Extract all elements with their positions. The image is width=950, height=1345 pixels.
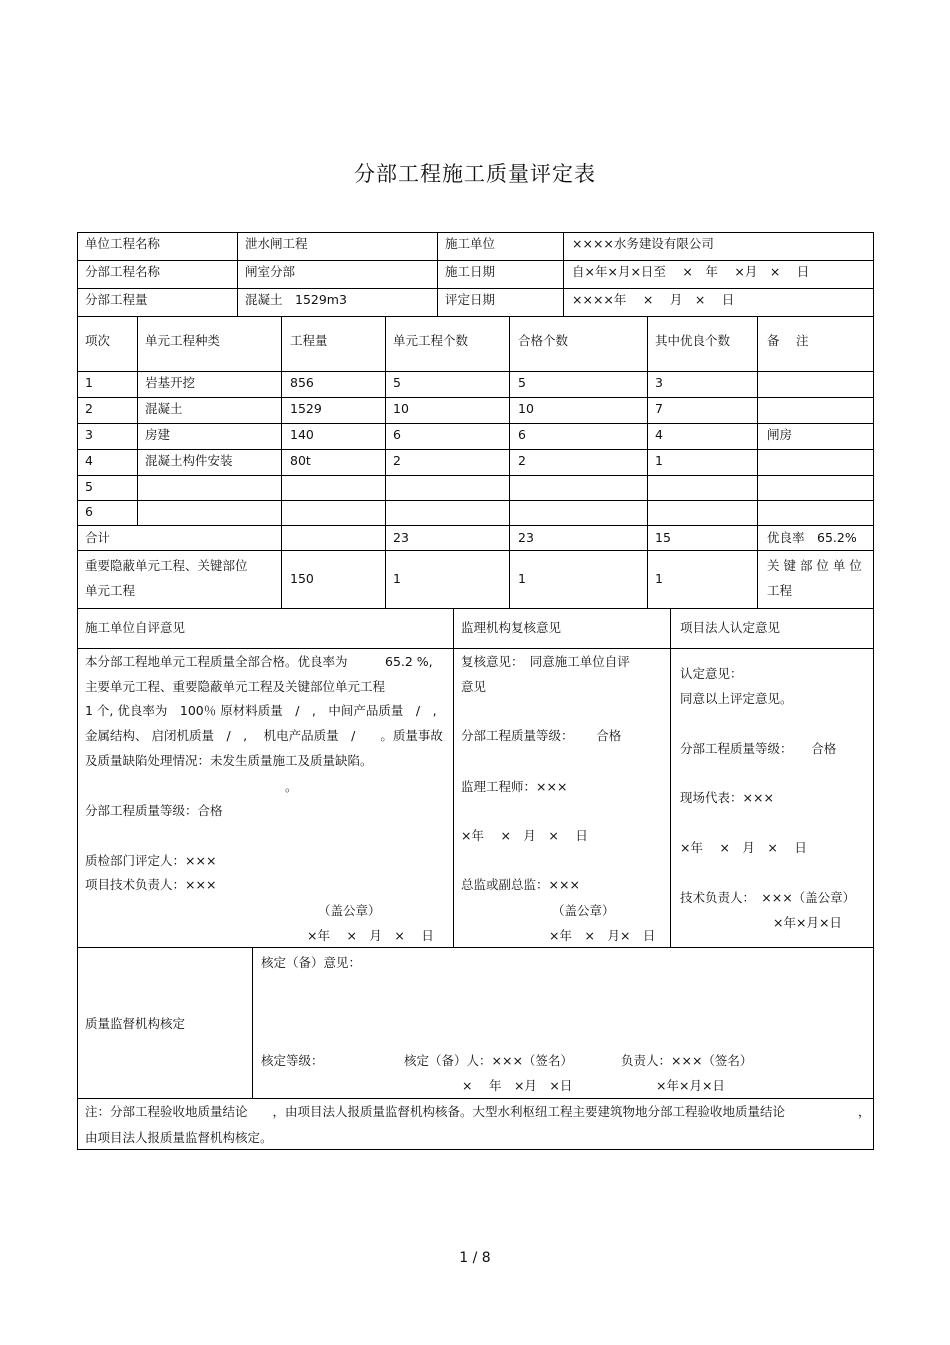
row-divider	[77, 525, 874, 526]
quantity-value: 混凝土 1529m3	[245, 292, 347, 307]
contractor-opinion-text: 金属结构、 启闭机质量 / , 机电产品质量 / 。质量事故	[85, 728, 443, 743]
table-cell: 3	[85, 427, 93, 442]
supervision-grade-label: 核定等级：	[261, 1053, 324, 1068]
contractor-opinion-text: 1 个, 优良率为 100％ 原材料质量 / , 中间产品质量 / ,	[85, 703, 437, 718]
supervisor-grade: 分部工程质量等级： 合格	[461, 728, 622, 743]
unit-project-label: 单位工程名称	[85, 236, 161, 251]
row-divider	[77, 475, 874, 476]
table-cell: 7	[655, 401, 663, 416]
row-divider	[77, 371, 874, 372]
eval-date-label: 评定日期	[445, 292, 496, 307]
table-cell: 6	[393, 427, 401, 442]
contractor-grade: 分部工程质量等级：合格	[85, 803, 223, 818]
table-cell: 4	[655, 427, 663, 442]
key-units-label: 重要隐蔽单元工程、关键部位	[85, 558, 248, 573]
owner-grade: 分部工程质量等级： 合格	[680, 741, 837, 756]
row-divider	[77, 648, 874, 649]
col-header: 其中优良个数	[655, 333, 731, 348]
table-cell: 5	[393, 375, 401, 390]
key-units-qualified: 1	[518, 571, 526, 586]
owner-date: ×年×月×日	[773, 915, 842, 930]
eval-date-value: ××××年 × 月 × 日	[572, 292, 735, 307]
table-cell: 混凝土	[145, 401, 183, 416]
owner-opinion-heading: 项目法人认定意见	[680, 620, 781, 635]
col-divider	[281, 316, 282, 608]
owner-date: ×年 × 月 × 日	[680, 840, 807, 855]
col-divider	[670, 608, 671, 947]
contractor-opinion-dot: 。	[285, 779, 298, 794]
table-cell: 1	[655, 453, 663, 468]
supervisor-chief: 总监或副总监：×××	[461, 877, 580, 892]
excellent-rate: 优良率 65.2%	[767, 530, 857, 545]
page-number: 1 / 8	[459, 1250, 491, 1266]
supervisor-review: 复核意见： 同意施工单位自评	[461, 654, 630, 669]
row-divider	[77, 288, 874, 289]
col-divider	[385, 316, 386, 608]
col-divider	[252, 947, 253, 1098]
contractor-value: ××××水务建设有限公司	[572, 236, 714, 251]
key-units-remark: 工程	[767, 583, 793, 598]
contractor-label: 施工单位	[445, 236, 496, 251]
col-header: 单元工程种类	[145, 333, 221, 348]
contractor-date: ×年 × 月 × 日	[307, 928, 434, 943]
table-cell: 10	[393, 401, 409, 416]
table-cell: 6	[518, 427, 526, 442]
unit-project-value: 泄水闸工程	[245, 236, 308, 251]
col-divider	[453, 608, 454, 947]
col-header: 备 注	[767, 333, 809, 348]
supervisor-date: ×年 × 月 × 日	[461, 828, 588, 843]
contractor-opinion-heading: 施工单位自评意见	[85, 620, 186, 635]
table-cell: 5	[85, 479, 93, 494]
document-title: 分部工程施工质量评定表	[354, 162, 596, 186]
key-units-quantity: 150	[290, 571, 314, 586]
table-cell: 岩基开挖	[145, 375, 196, 390]
table-cell: 10	[518, 401, 534, 416]
owner-opinion-label: 认定意见：	[680, 666, 743, 681]
owner-rep: 现场代表：×××	[680, 790, 774, 805]
total-cell: 15	[655, 530, 671, 545]
contractor-opinion-text: 及质量缺陷处理情况：未发生质量施工及质量缺陷。	[85, 753, 373, 768]
table-cell: 2	[85, 401, 93, 416]
contractor-inspector: 质检部门评定人：×××	[85, 853, 217, 868]
row-divider	[77, 316, 874, 317]
col-header: 单元工程个数	[393, 333, 469, 348]
col-divider	[757, 316, 758, 608]
supervision-date: × 年 ×月 ×日	[462, 1078, 573, 1093]
col-divider	[563, 232, 564, 316]
table-cell: 3	[655, 375, 663, 390]
table-cell: 140	[290, 427, 314, 442]
key-units-count: 1	[393, 571, 401, 586]
table-cell: 1	[85, 375, 93, 390]
key-units-excellent: 1	[655, 571, 663, 586]
col-header: 项次	[85, 333, 111, 348]
total-cell: 23	[393, 530, 409, 545]
table-cell: 4	[85, 453, 93, 468]
supervision-checker: 核定（备）人：×××（签名）	[404, 1053, 573, 1068]
contractor-opinion-text: 主要单元工程、重要隐蔽单元工程及关键部位单元工程	[85, 679, 386, 694]
note-text: 注：分部工程验收地质量结论 ，由项目法人报质量监督机构核备。大型水利枢纽工程主要建筑物地分部工程验收地质量结论	[85, 1104, 786, 1119]
col-divider	[647, 316, 648, 608]
total-cell: 23	[518, 530, 534, 545]
row-divider	[77, 500, 874, 501]
row-divider	[77, 550, 874, 551]
sub-project-value: 闸室分部	[245, 264, 296, 279]
table-cell: 80t	[290, 453, 311, 468]
supervision-responsible: 负责人：×××（签名）	[621, 1053, 753, 1068]
col-header: 工程量	[290, 333, 328, 348]
supervisor-seal: （盖公章）	[552, 903, 615, 918]
supervision-label: 质量监督机构核定	[85, 1016, 186, 1031]
total-label: 合计	[85, 530, 111, 545]
quantity-label: 分部工程量	[85, 292, 148, 307]
row-divider	[77, 449, 874, 450]
owner-tech: 技术负责人： ×××（盖公章）	[680, 890, 856, 905]
construction-date-value: 自×年×月×日至 × 年 ×月 × 日	[572, 264, 810, 279]
row-divider	[77, 947, 874, 948]
construction-date-label: 施工日期	[445, 264, 496, 279]
supervisor-review: 意见	[461, 679, 487, 694]
table-cell: 5	[518, 375, 526, 390]
col-divider	[437, 232, 438, 316]
row-divider	[77, 397, 874, 398]
col-header: 合格个数	[518, 333, 569, 348]
key-units-remark: 关 键 部 位 单 位	[767, 558, 862, 573]
col-divider	[237, 232, 238, 316]
owner-opinion: 同意以上评定意见。	[680, 691, 793, 706]
table-cell: 2	[393, 453, 401, 468]
supervision-date: ×年×月×日	[656, 1078, 725, 1093]
row-divider	[77, 608, 874, 609]
table-cell: 1529	[290, 401, 322, 416]
note-text: 由项目法人报质量监督机构核定。	[85, 1130, 273, 1145]
supervisor-date: ×年 × 月× 日	[549, 928, 656, 943]
col-divider	[509, 316, 510, 608]
note-text: ，	[858, 1104, 871, 1119]
contractor-seal: （盖公章）	[318, 903, 381, 918]
row-divider	[77, 1098, 874, 1099]
table-cell: 房建	[145, 427, 171, 442]
sub-project-label: 分部工程名称	[85, 264, 161, 279]
supervision-opinion-label: 核定（备）意见：	[261, 955, 362, 970]
table-cell: 闸房	[767, 427, 793, 442]
row-divider	[77, 423, 874, 424]
key-units-label: 单元工程	[85, 583, 136, 598]
table-cell: 856	[290, 375, 314, 390]
table-cell: 2	[518, 453, 526, 468]
row-divider	[77, 260, 874, 261]
supervisor-opinion-heading: 监理机构复核意见	[461, 620, 562, 635]
table-cell: 混凝土构件安装	[145, 453, 233, 468]
contractor-tech-lead: 项目技术负责人：×××	[85, 877, 217, 892]
table-cell: 6	[85, 504, 93, 519]
contractor-opinion-text: 本分部工程地单元工程质量全部合格。优良率为 65.2 %,	[85, 654, 433, 669]
col-divider	[137, 316, 138, 525]
supervisor-engineer: 监理工程师：×××	[461, 779, 568, 794]
